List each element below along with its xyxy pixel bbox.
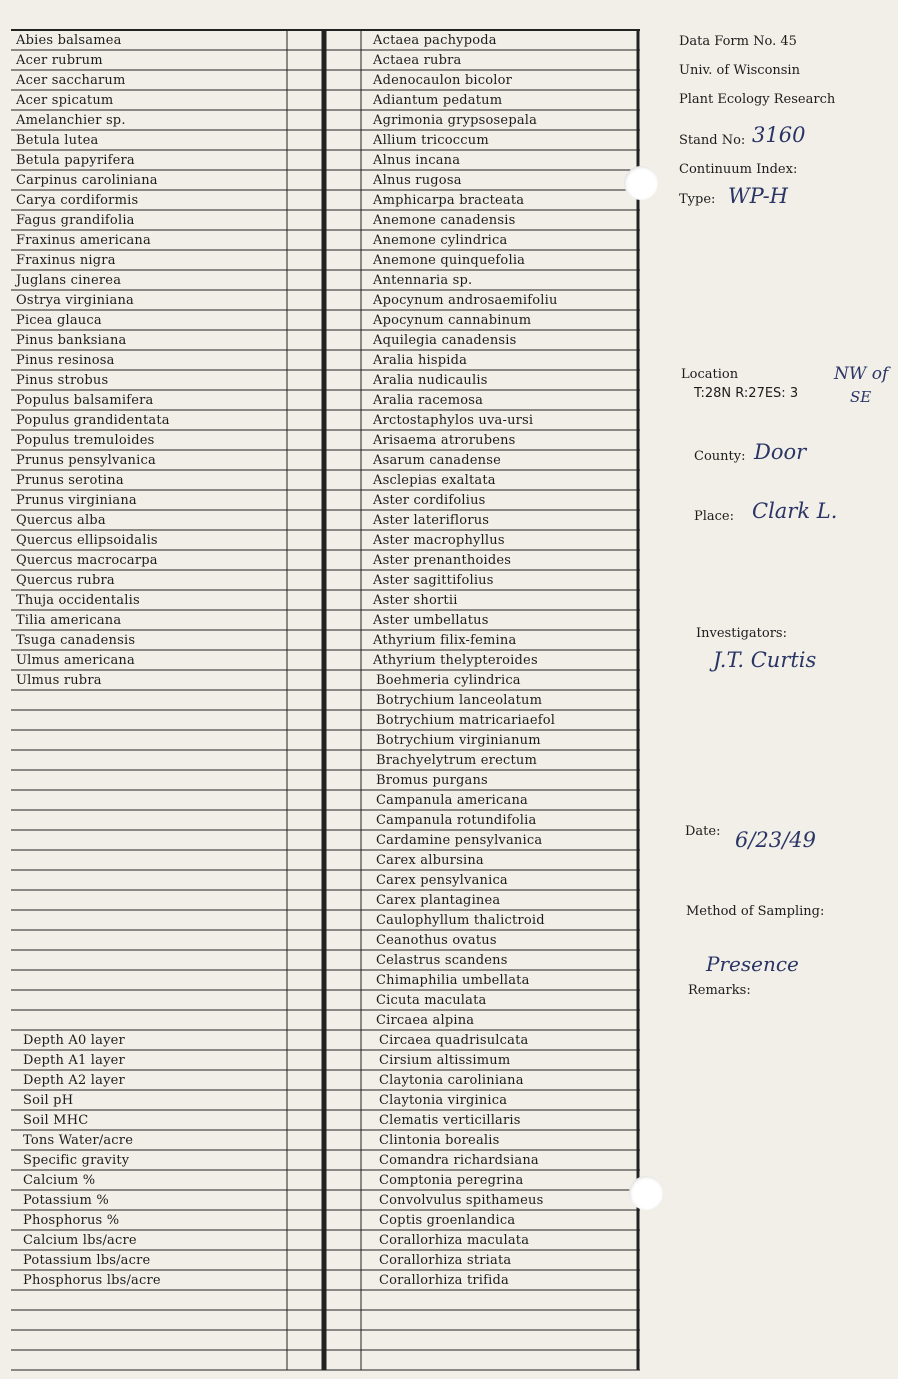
species-left-name: Tsuga canadensis	[16, 633, 136, 648]
soil-field-label: Soil MHC	[23, 1113, 89, 1128]
species-right-name: Apocynum androsaemifoliu	[373, 293, 558, 308]
species-right-name: Comandra richardsiana	[379, 1153, 539, 1168]
species-right-name: Aster lateriflorus	[373, 513, 490, 528]
species-left-name: Carya cordiformis	[16, 193, 139, 208]
species-right-name: Antennaria sp.	[373, 273, 473, 288]
species-right-name: Asclepias exaltata	[373, 473, 496, 488]
species-left-name: Amelanchier sp.	[16, 113, 126, 128]
species-left-name: Betula lutea	[16, 133, 99, 148]
type-value: WP-H	[728, 184, 788, 208]
species-right-name: Alnus rugosa	[373, 173, 462, 188]
species-left-name: Acer saccharum	[16, 73, 126, 88]
species-right-name: Celastrus scandens	[376, 953, 508, 968]
location-note-2: SE	[850, 388, 872, 406]
species-left-name: Pinus resinosa	[16, 353, 115, 368]
species-left-name: Betula papyrifera	[16, 153, 135, 168]
type-label: Type:	[679, 192, 716, 207]
species-left-name: Abies balsamea	[16, 33, 122, 48]
species-right-name: Campanula americana	[376, 793, 528, 808]
species-left-name: Quercus ellipsoidalis	[16, 533, 158, 548]
location-coords: T:28N R:27ES: 3	[694, 386, 799, 401]
species-right-name: Caulophyllum thalictroid	[376, 913, 545, 928]
species-left-name: Fagus grandifolia	[16, 213, 135, 228]
species-right-name: Aster macrophyllus	[373, 533, 505, 548]
punch-hole-top	[624, 166, 658, 200]
species-right-name: Aster umbellatus	[373, 613, 489, 628]
place-label: Place:	[694, 509, 735, 524]
species-right-name: Aster cordifolius	[373, 493, 486, 508]
soil-field-label: Depth A1 layer	[23, 1053, 125, 1068]
species-right-name: Botrychium matricariaefol	[376, 713, 556, 728]
species-right-name: Arctostaphylos uva-ursi	[373, 413, 534, 428]
species-right-name: Aralia hispida	[373, 353, 468, 368]
department-name: Plant Ecology Research	[679, 92, 836, 107]
soil-field-label: Depth A2 layer	[23, 1073, 125, 1088]
species-right-name: Aralia racemosa	[373, 393, 484, 408]
location-note-1: NW of	[834, 364, 889, 384]
species-left-name: Quercus macrocarpa	[16, 553, 158, 568]
soil-field-label: Phosphorus %	[23, 1213, 120, 1228]
soil-field-label: Calcium lbs/acre	[23, 1233, 137, 1248]
investigators-value: J.T. Curtis	[713, 648, 817, 672]
soil-field-label: Calcium %	[23, 1173, 96, 1188]
species-right-name: Athyrium thelypteroides	[373, 653, 538, 668]
punch-hole-bottom	[629, 1176, 663, 1210]
method-value: Presence	[706, 952, 799, 976]
species-right-name: Aralia nudicaulis	[373, 373, 488, 388]
remarks-label: Remarks:	[688, 983, 751, 998]
soil-field-label: Potassium lbs/acre	[23, 1253, 151, 1268]
university-name: Univ. of Wisconsin	[679, 63, 800, 78]
species-right-name: Anemone canadensis	[373, 213, 516, 228]
species-right-name: Cardamine pensylvanica	[376, 833, 543, 848]
species-left-name: Fraxinus americana	[16, 233, 151, 248]
species-right-name: Agrimonia grypsosepala	[373, 113, 538, 128]
species-right-name: Arisaema atrorubens	[373, 433, 516, 448]
species-right-name: Carex plantaginea	[376, 893, 501, 908]
species-right-name: Corallorhiza maculata	[379, 1233, 530, 1248]
soil-field-label: Specific gravity	[23, 1153, 130, 1168]
date-label: Date:	[685, 824, 721, 839]
species-right-name: Cirsium altissimum	[379, 1053, 511, 1068]
species-right-name: Carex albursina	[376, 853, 484, 868]
species-left-name: Acer rubrum	[16, 53, 103, 68]
species-left-name: Acer spicatum	[16, 93, 114, 108]
species-right-name: Circaea alpina	[376, 1013, 475, 1028]
species-right-name: Clematis verticillaris	[379, 1113, 521, 1128]
soil-field-label: Phosphorus lbs/acre	[23, 1273, 161, 1288]
soil-field-label: Tons Water/acre	[23, 1133, 134, 1148]
species-right-name: Boehmeria cylindrica	[376, 673, 521, 688]
species-right-name: Actaea pachypoda	[373, 33, 497, 48]
form-number: Data Form No. 45	[679, 34, 797, 49]
species-left-name: Thuja occidentalis	[16, 593, 140, 608]
species-left-name: Ulmus rubra	[16, 673, 102, 688]
stand-value: 3160	[752, 123, 806, 147]
species-right-name: Ceanothus ovatus	[376, 933, 497, 948]
species-right-name: Claytonia caroliniana	[379, 1073, 524, 1088]
species-right-name: Corallorhiza striata	[379, 1253, 512, 1268]
species-right-name: Bromus purgans	[376, 773, 488, 788]
species-left-name: Pinus banksiana	[16, 333, 127, 348]
species-left-name: Ulmus americana	[16, 653, 135, 668]
species-left-name: Populus grandidentata	[16, 413, 170, 428]
species-left-name: Picea glauca	[16, 313, 102, 328]
species-left-name: Tilia americana	[16, 613, 122, 628]
species-right-name: Chimaphilia umbellata	[376, 973, 530, 988]
soil-field-label: Soil pH	[23, 1093, 74, 1108]
species-right-name: Allium tricoccum	[373, 133, 489, 148]
species-left-name: Pinus strobus	[16, 373, 109, 388]
county-label: County:	[694, 449, 746, 464]
stand-label: Stand No:	[679, 133, 746, 148]
species-right-name: Aquilegia canadensis	[373, 333, 517, 348]
species-right-name: Apocynum cannabinum	[373, 313, 532, 328]
location-label: Location	[681, 367, 739, 382]
species-left-name: Juglans cinerea	[16, 273, 122, 288]
method-label: Method of Sampling:	[686, 904, 825, 919]
date-value: 6/23/49	[735, 828, 816, 852]
species-right-name: Corallorhiza trifida	[379, 1273, 509, 1288]
species-right-name: Clintonia borealis	[379, 1133, 500, 1148]
species-right-name: Aster shortii	[373, 593, 458, 608]
species-left-name: Populus balsamifera	[16, 393, 154, 408]
species-right-name: Cicuta maculata	[376, 993, 487, 1008]
species-right-name: Aster sagittifolius	[373, 573, 494, 588]
species-right-name: Convolvulus spithameus	[379, 1193, 544, 1208]
species-left-name: Fraxinus nigra	[16, 253, 116, 268]
species-right-name: Comptonia peregrina	[379, 1173, 524, 1188]
species-left-name: Prunus pensylvanica	[16, 453, 156, 468]
soil-field-label: Depth A0 layer	[23, 1033, 125, 1048]
species-right-name: Asarum canadense	[373, 453, 501, 468]
species-left-name: Prunus virginiana	[16, 493, 137, 508]
species-right-name: Anemone quinquefolia	[373, 253, 526, 268]
species-right-name: Actaea rubra	[373, 53, 462, 68]
species-right-name: Brachyelytrum erectum	[376, 753, 537, 768]
species-left-name: Quercus alba	[16, 513, 106, 528]
county-value: Door	[754, 440, 807, 464]
species-right-name: Carex pensylvanica	[376, 873, 508, 888]
species-right-name: Anemone cylindrica	[373, 233, 508, 248]
species-right-name: Aster prenanthoides	[373, 553, 512, 568]
species-left-name: Populus tremuloides	[16, 433, 155, 448]
species-right-name: Amphicarpa bracteata	[373, 193, 525, 208]
species-right-name: Claytonia virginica	[379, 1093, 508, 1108]
species-left-name: Quercus rubra	[16, 573, 115, 588]
species-right-name: Botrychium virginianum	[376, 733, 541, 748]
species-right-name: Athyrium filix-femina	[373, 633, 517, 648]
continuum-label: Continuum Index:	[679, 162, 798, 177]
species-left-name: Carpinus caroliniana	[16, 173, 158, 188]
species-left-name: Ostrya virginiana	[16, 293, 134, 308]
investigators-label: Investigators:	[696, 626, 787, 641]
species-left-name: Prunus serotina	[16, 473, 124, 488]
species-right-name: Botrychium lanceolatum	[376, 693, 543, 708]
species-right-name: Coptis groenlandica	[379, 1213, 516, 1228]
species-right-name: Adiantum pedatum	[373, 93, 503, 108]
species-right-name: Adenocaulon bicolor	[373, 73, 513, 88]
species-right-name: Alnus incana	[373, 153, 461, 168]
species-right-name: Circaea quadrisulcata	[379, 1033, 529, 1048]
place-value: Clark L.	[752, 499, 838, 523]
soil-field-label: Potassium %	[23, 1193, 109, 1208]
species-right-name: Campanula rotundifolia	[376, 813, 537, 828]
